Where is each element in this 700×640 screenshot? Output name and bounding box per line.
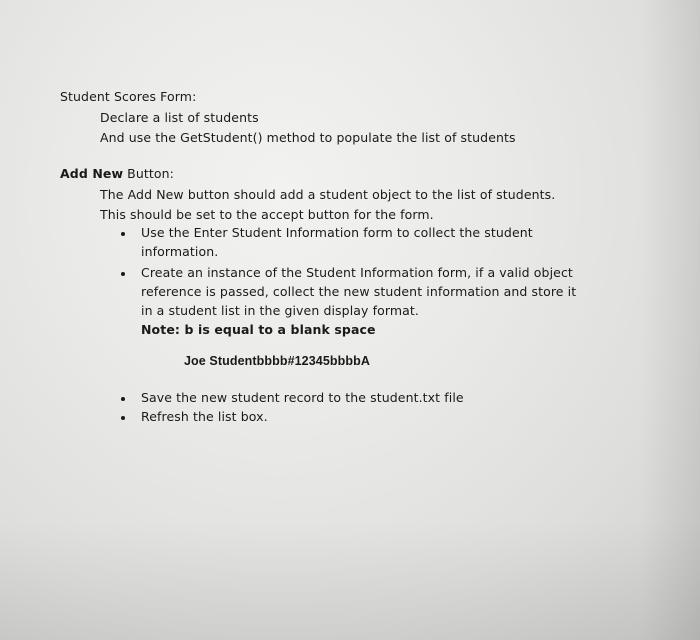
section-student-scores-line-2: And use the GetStudent() method to populate the list of students (100, 130, 516, 145)
section-student-scores-line-1: Declare a list of students (100, 110, 259, 125)
bullet-dot-4 (121, 416, 125, 420)
bullet-1-line-2: information. (141, 244, 219, 259)
bullet-3-line: Save the new student record to the student.txt file (141, 390, 464, 405)
bullet-dot-3 (121, 397, 125, 401)
bullet-2-line-3: in a student list in the given display format. (141, 303, 419, 318)
bullet-dot-2 (121, 272, 125, 276)
sample-display-format: Joe Studentbbbb#12345bbbbA (184, 354, 370, 368)
add-new-intro-line-1: The Add New button should add a student object to the list of students. (100, 187, 556, 202)
bullet-2-line-2: reference is passed, collect the new student information and store it (141, 284, 577, 299)
note-text: : b is equal to a blank space (174, 322, 376, 337)
bullet-4-line: Refresh the list box. (141, 409, 268, 424)
note-label: Note (141, 322, 175, 337)
section-add-new-title (60, 166, 174, 181)
section-add-new-title-bold: Add New (60, 166, 124, 181)
note-line (141, 322, 376, 337)
section-student-scores-title: Student Scores Form: (60, 89, 197, 104)
bullet-1-line-1: Use the Enter Student Information form to collect the student (141, 225, 533, 240)
section-add-new-title-rest: Button: (123, 166, 174, 181)
add-new-intro-line-2: This should be set to the accept button for the form. (100, 207, 434, 222)
bullet-dot-1 (121, 232, 125, 236)
bullet-2-line-1: Create an instance of the Student Information form, if a valid object (141, 265, 573, 280)
